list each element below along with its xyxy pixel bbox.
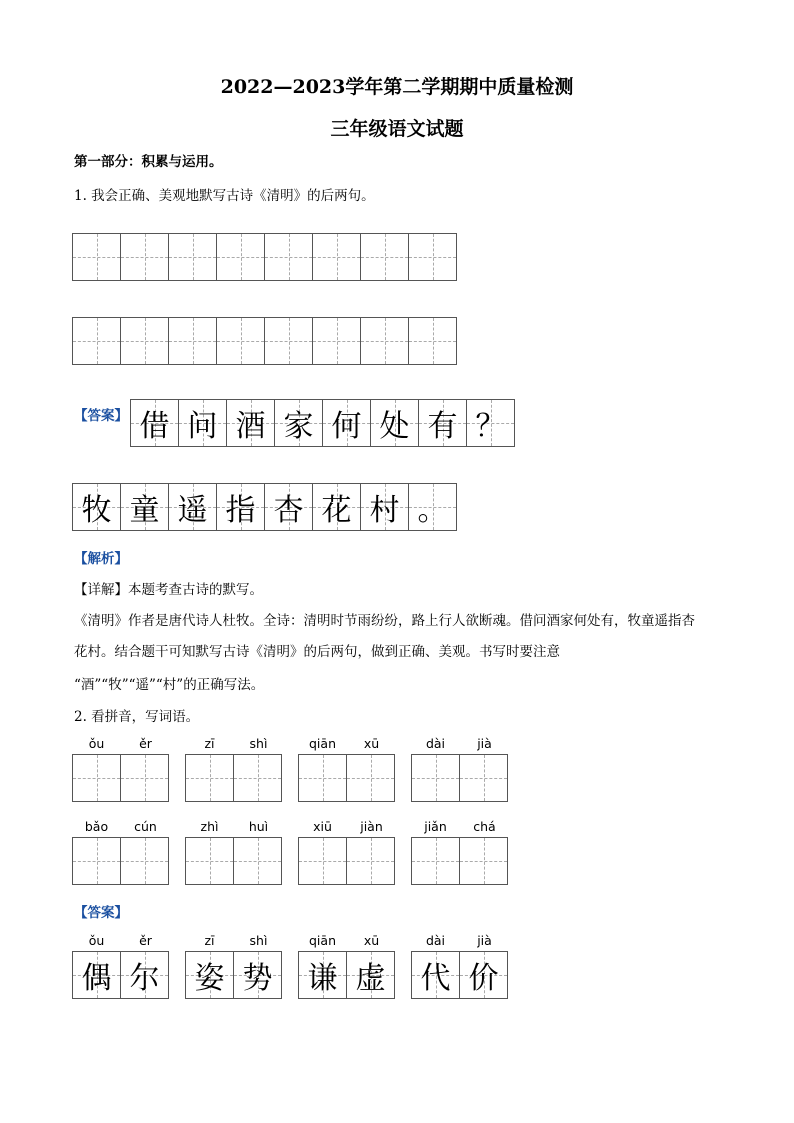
answer-cell [130,399,179,447]
answer-cell [274,399,323,447]
answer-char: 杏 [273,493,304,528]
pinyin-text: xū [363,933,380,948]
answer-tag: 【答案】 [74,408,128,424]
detail-line: 【详解】本题考查古诗的默写。 [74,582,263,598]
writing-cell[interactable] [298,837,347,885]
pinyin-word-box[interactable] [185,736,283,802]
answer-cell [120,483,169,531]
writing-cell[interactable] [411,837,460,885]
answer-cell [418,399,467,447]
answer-cell [370,399,419,447]
pinyin-text: ěr [139,933,152,948]
answer-word-box [411,933,509,999]
answer-cell [466,399,515,447]
writing-cell[interactable] [459,754,508,802]
writing-cell[interactable] [233,837,282,885]
writing-cell[interactable] [360,317,409,365]
pinyin-word-box[interactable] [72,736,170,802]
answer-char: 问 [187,409,218,444]
answer-char: 花 [321,493,352,528]
detail-line: 花村。结合题干可知默写古诗《清明》的后两句，做到正确、美观。书写时要注意 [74,644,560,660]
answer-char: 酒 [235,409,266,444]
writing-cell[interactable] [346,754,395,802]
writing-cell[interactable] [185,837,234,885]
pinyin-word-box[interactable] [411,819,509,885]
answer-char: 有 [427,409,458,444]
writing-cell[interactable] [168,233,217,281]
pinyin-text: ǒu [88,933,105,948]
answer-grid-line-2 [72,483,457,531]
answer-char: 。 [417,493,448,528]
answer-char: 处 [379,409,410,444]
writing-cell[interactable] [216,317,265,365]
answer-tag: 【答案】 [74,905,128,921]
pinyin-text: huì [248,819,269,834]
pinyin-text: jiàn [360,819,383,834]
pinyin-text: qiān [309,736,336,751]
answer-cell [360,483,409,531]
writing-cell[interactable] [411,754,460,802]
answer-char: ？ [475,409,506,444]
question-2-prompt: 2. 看拼音，写词语。 [74,709,200,725]
writing-cell[interactable] [264,233,313,281]
page-subtitle: 三年级语文试题 [330,118,464,140]
writing-cell[interactable] [459,837,508,885]
writing-cell[interactable] [72,233,121,281]
writing-cell[interactable] [312,317,361,365]
answer-grid-line-1 [130,399,515,447]
answer-cell [72,951,121,999]
writing-cell[interactable] [120,233,169,281]
answer-word-box [185,933,283,999]
answer-char: 家 [283,409,314,444]
pinyin-text: jià [477,736,492,751]
pinyin-text: zhì [200,819,219,834]
writing-cell[interactable] [216,233,265,281]
question-1-prompt: 1. 我会正确、美观地默写古诗《清明》的后两句。 [74,188,375,204]
answer-cell [459,951,508,999]
pinyin-text: shì [249,933,268,948]
writing-cell[interactable] [408,233,457,281]
detail-line: 《清明》作者是唐代诗人杜牧。全诗：清明时节雨纷纷，路上行人欲断魂。借问酒家何处有，牧童遥指杏 [74,613,695,629]
writing-cell[interactable] [120,754,169,802]
answer-cell [264,483,313,531]
writing-cell[interactable] [408,317,457,365]
answer-char: 谦 [307,961,338,996]
pinyin-text: xū [363,736,380,751]
writing-cell[interactable] [360,233,409,281]
pinyin-text: jiǎn [424,819,447,834]
pinyin-text: ǒu [88,736,105,751]
pinyin-text: chá [473,819,496,834]
pinyin-text: dài [425,933,446,948]
answer-cell [346,951,395,999]
answer-char: 指 [225,493,256,528]
writing-cell[interactable] [264,317,313,365]
answer-char: 偶 [81,961,112,996]
answer-char: 尔 [129,961,160,996]
pinyin-text: cún [134,819,157,834]
detail-line: “酒”“牧”“遥”“村”的正确写法。 [74,677,265,693]
answer-char: 价 [468,961,499,996]
pinyin-text: bǎo [84,819,109,834]
writing-cell[interactable] [233,754,282,802]
pinyin-text: jià [477,933,492,948]
answer-char: 借 [139,409,170,444]
writing-grid-row-2[interactable] [72,317,457,365]
writing-cell[interactable] [120,837,169,885]
pinyin-text: shì [249,736,268,751]
writing-grid-row-1[interactable] [72,233,457,281]
pinyin-text: zī [204,933,215,948]
answer-char: 姿 [194,961,225,996]
pinyin-word-box[interactable] [298,736,396,802]
page-title: 2022—2023学年第二学期期中质量检测 [220,76,574,98]
pinyin-word-box[interactable] [72,819,170,885]
answer-cell [233,951,282,999]
writing-cell[interactable] [185,754,234,802]
writing-cell[interactable] [120,317,169,365]
answer-char: 村 [369,493,400,528]
pinyin-word-box[interactable] [185,819,283,885]
writing-cell[interactable] [298,754,347,802]
answer-cell [312,483,361,531]
answer-cell [226,399,275,447]
answer-char: 势 [242,961,273,996]
writing-cell[interactable] [168,317,217,365]
answer-cell [178,399,227,447]
pinyin-word-box[interactable] [298,819,396,885]
answer-char: 虚 [355,961,386,996]
pinyin-text: qiān [309,933,336,948]
writing-cell[interactable] [72,837,121,885]
writing-cell[interactable] [72,754,121,802]
writing-cell[interactable] [72,317,121,365]
pinyin-word-box[interactable] [411,736,509,802]
answer-char: 牧 [81,493,112,528]
pinyin-text: ěr [139,736,152,751]
answer-cell [185,951,234,999]
answer-cell [411,951,460,999]
answer-char: 代 [420,961,451,996]
pinyin-text: dài [425,736,446,751]
answer-word-box [298,933,396,999]
section-heading: 第一部分：积累与运用。 [74,154,223,170]
answer-cell [408,483,457,531]
answer-cell [216,483,265,531]
pinyin-text: zī [204,736,215,751]
writing-cell[interactable] [312,233,361,281]
answer-char: 遥 [177,493,208,528]
answer-cell [298,951,347,999]
answer-cell [72,483,121,531]
answer-word-box [72,933,170,999]
answer-cell [168,483,217,531]
answer-char: 何 [331,409,362,444]
analysis-tag: 【解析】 [74,551,128,567]
answer-char: 童 [129,493,160,528]
writing-cell[interactable] [346,837,395,885]
answer-cell [120,951,169,999]
pinyin-text: xiū [313,819,332,834]
answer-cell [322,399,371,447]
